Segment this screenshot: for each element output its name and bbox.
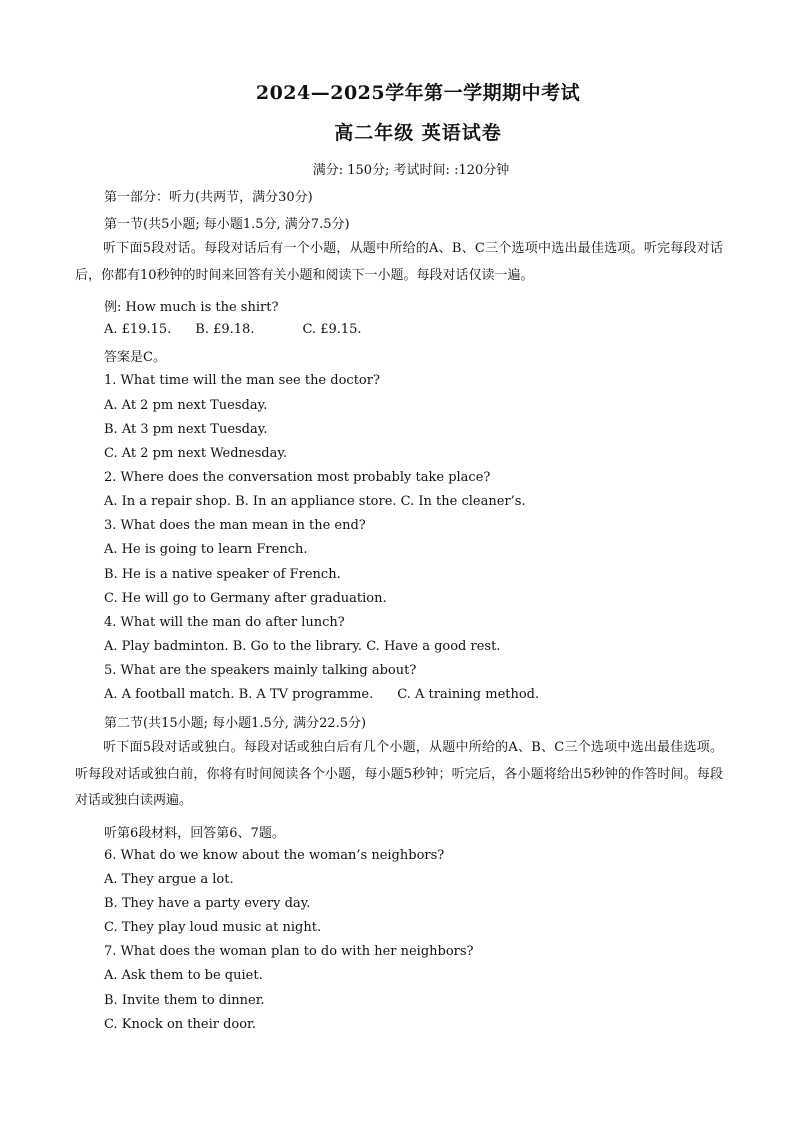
q7-question: 7. What does the woman plan to do with her neighbors? — [104, 944, 474, 959]
q7-option-b: B. Invite them to dinner. — [104, 993, 265, 1008]
q6-option-b: B. They have a party every day. — [104, 896, 311, 911]
q5-options-ab: A. A football match. B. A TV programme. — [104, 687, 374, 702]
q1-option-a: A. At 2 pm next Tuesday. — [104, 398, 268, 413]
q1-question: 1. What time will the man see the doctor? — [104, 373, 380, 388]
example-question: 例: How much is the shirt? — [104, 300, 279, 315]
q4-question: 4. What will the man do after lunch? — [104, 615, 345, 630]
exam-meta: 满分: 150分; 考试时间: :120分钟 — [312, 163, 510, 178]
q5-question: 5. What are the speakers mainly talking about? — [104, 663, 417, 678]
q1-option-c: C. At 2 pm next Wednesday. — [104, 446, 288, 461]
section1-heading: 第一节(共5小题; 每小题1.5分, 满分7.5分) — [104, 217, 350, 232]
exam-subtitle: 高二年级 英语试卷 — [334, 122, 502, 144]
q3-option-a: A. He is going to learn French. — [104, 542, 308, 557]
section2-instructions: 听下面5段对话或独白。每段对话或独白后有几个小题，从题中所给的A、B、C三个选项中选出最佳选项。听每段对话或独白前，你将有时间阅读各个小题，每小题5秒钟；听完后，各小题将给出5秒钟的作答时间。每段对话或独白读两遍。 — [75, 740, 723, 808]
part1-heading: 第一部分：听力(共两节，满分30分) — [104, 190, 313, 205]
q2-question: 2. Where does the conversation most probably take place? — [104, 470, 491, 485]
q6-option-a: A. They argue a lot. — [104, 872, 234, 887]
example-answer: 答案是C。 — [104, 350, 166, 365]
q3-question: 3. What does the man mean in the end? — [104, 518, 366, 533]
q6-option-c: C. They play loud music at night. — [104, 920, 322, 935]
q2-options: A. In a repair shop. B. In an appliance store. C. In the cleaner’s. — [104, 494, 526, 509]
q7-option-c: C. Knock on their door. — [104, 1017, 256, 1032]
example-option-c: C. £9.15. — [302, 322, 362, 337]
q1-option-b: B. At 3 pm next Tuesday. — [104, 422, 268, 437]
section1-instructions: 听下面5段对话。每段对话后有一个小题，从题中所给的A、B、C三个选项中选出最佳选项。听完每段对话后，你都有10秒钟的时间来回答有关小题和阅读下一小题。每段对话仅读一遍。 — [75, 241, 723, 283]
example-option-b: B. £9.18. — [195, 322, 255, 337]
q5-option-c: C. A training method. — [397, 687, 540, 702]
q5-options — [104, 687, 539, 702]
q7-option-a: A. Ask them to be quiet. — [104, 968, 263, 983]
q3-option-c: C. He will go to Germany after graduation. — [104, 591, 387, 606]
example-options — [104, 322, 362, 337]
exam-title: 2024—2025学年第一学期期中考试 — [255, 82, 581, 104]
material6-heading: 听第6段材料，回答第6、7题。 — [104, 826, 285, 841]
section2-heading: 第二节(共15小题; 每小题1.5分, 满分22.5分) — [104, 716, 367, 731]
q6-question: 6. What do we know about the woman’s neighbors? — [104, 848, 445, 863]
example-option-a: A. £19.15. — [104, 322, 172, 337]
q4-options: A. Play badminton. B. Go to the library. C. Have a good rest. — [104, 639, 501, 654]
q3-option-b: B. He is a native speaker of French. — [104, 567, 341, 582]
